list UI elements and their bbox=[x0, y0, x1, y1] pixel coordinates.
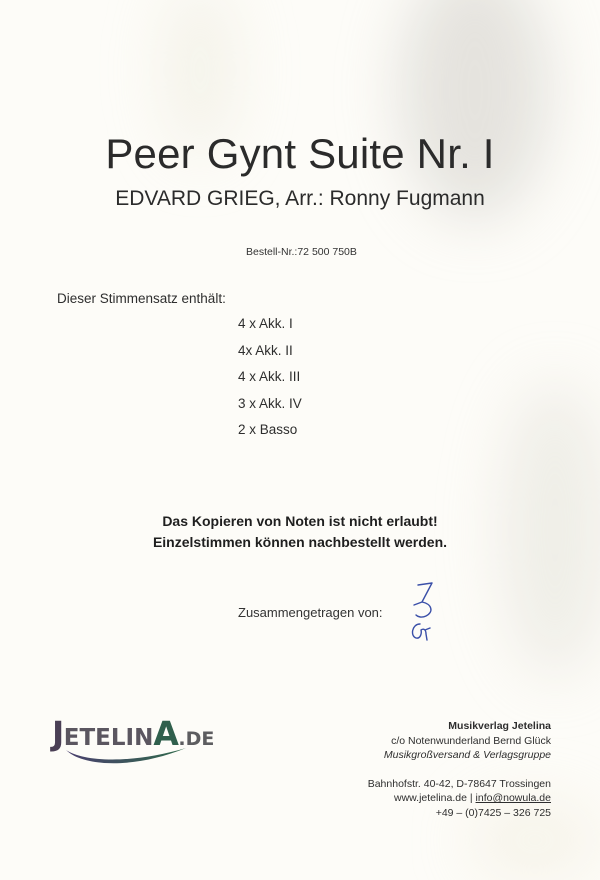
publisher-tagline: Musikgroßversand & Verlagsgruppe bbox=[383, 749, 551, 761]
handwritten-signature-icon bbox=[402, 580, 442, 642]
publisher-phone: +49 – (0)7425 – 326 725 bbox=[435, 806, 551, 819]
parts-list bbox=[238, 315, 302, 448]
compiled-by-label: Zusammengetragen von: bbox=[238, 605, 383, 620]
publisher-name: Musikverlag Jetelina bbox=[448, 720, 551, 732]
logo-swoosh-icon bbox=[62, 744, 192, 774]
logo-letter-j: J bbox=[52, 714, 64, 753]
part-item: 4 x Akk. III bbox=[238, 369, 301, 384]
contact-separator: | bbox=[466, 792, 476, 804]
email-link[interactable]: info@nowula.de bbox=[475, 792, 551, 804]
part-item: 4x Akk. II bbox=[238, 342, 293, 358]
logo-letter-a: A bbox=[153, 714, 179, 753]
spacer bbox=[368, 763, 551, 777]
copy-notice bbox=[0, 511, 600, 553]
jetelina-logo bbox=[52, 714, 222, 774]
composer-arranger-line: EDVARD GRIEG, Arr.: Ronny Fugmann bbox=[115, 187, 485, 210]
publisher-address-block bbox=[368, 719, 551, 820]
logo-letters-etelin: ETELIN bbox=[63, 725, 154, 751]
page-title: Peer Gynt Suite Nr. I bbox=[105, 130, 495, 177]
logo-domain: .DE bbox=[178, 728, 215, 750]
reorder-parts-text: Einzelstimmen können nachbestellt werden. bbox=[152, 534, 448, 550]
part-item: 3 x Akk. IV bbox=[238, 395, 302, 411]
website-link[interactable]: www.jetelina.de bbox=[394, 792, 467, 804]
part-item: 2 x Basso bbox=[238, 422, 298, 437]
part-item: 4 x Akk. I bbox=[238, 316, 293, 331]
copy-prohibited-text: Das Kopieren von Noten ist nicht erlaubt! bbox=[162, 513, 438, 529]
publisher-care-of: c/o Notenwunderland Bernd Glück bbox=[391, 734, 551, 747]
contents-intro: Dieser Stimmensatz enthält: bbox=[57, 291, 226, 306]
publisher-contact-line bbox=[368, 791, 551, 806]
publisher-address: Bahnhofstr. 40-42, D-78647 Trossingen bbox=[367, 777, 551, 790]
order-number: Bestell-Nr.:72 500 750B bbox=[246, 246, 357, 258]
